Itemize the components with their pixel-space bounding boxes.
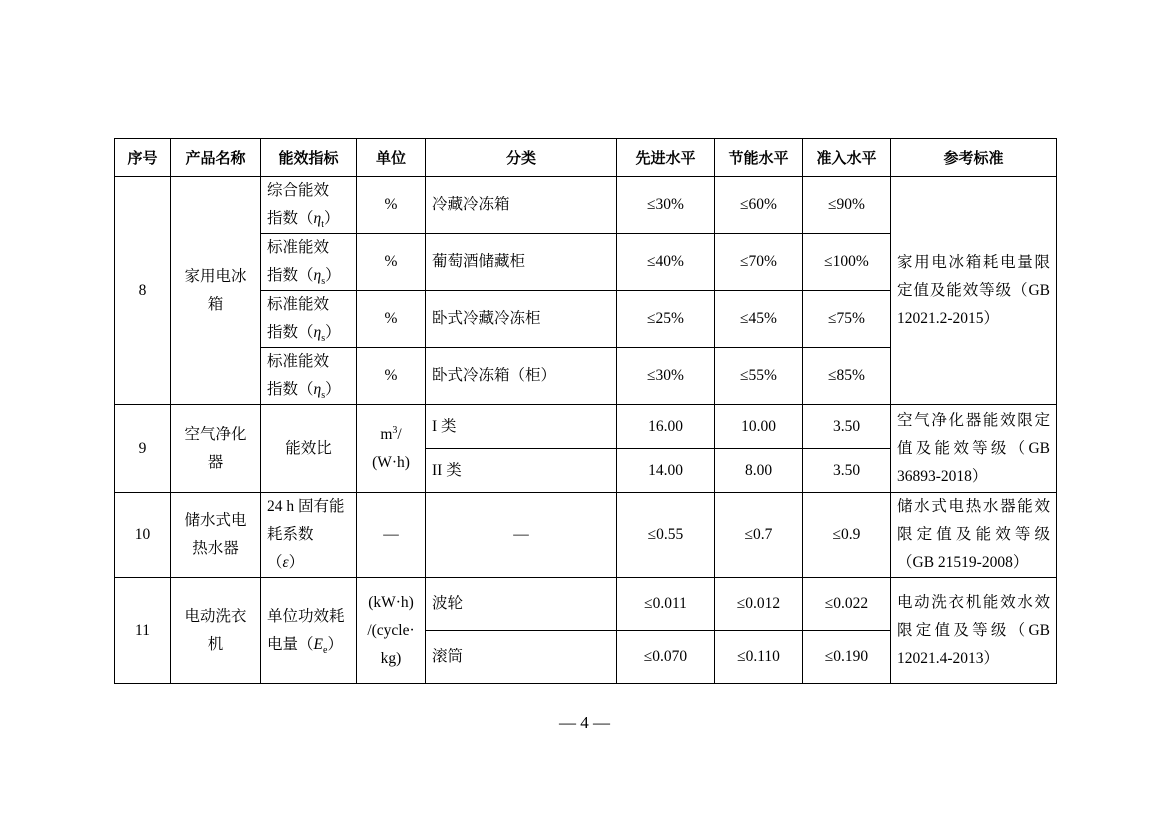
seq-cell: 8 — [115, 177, 171, 405]
header-category: 分类 — [426, 139, 617, 177]
unit-cell — [357, 578, 426, 684]
unit-cell: % — [357, 177, 426, 234]
product-cell — [171, 493, 261, 578]
header-entry: 准入水平 — [803, 139, 891, 177]
category-cell: 卧式冷藏冷冻柜 — [426, 291, 617, 348]
reference-cell: 电动洗衣机能效水效限定值及等级（GB 12021.4-2013） — [891, 578, 1057, 684]
entry-cell: ≤0.190 — [803, 631, 891, 684]
energy-saving-cell: 10.00 — [715, 405, 803, 449]
reference-cell: 储水式电热水器能效限定值及能效等级（GB 21519-2008） — [891, 493, 1057, 578]
energy-saving-cell: ≤60% — [715, 177, 803, 234]
indicator-subscript: t — [321, 219, 324, 231]
indicator-line1: 标准能效 — [267, 239, 330, 256]
header-unit: 单位 — [357, 139, 426, 177]
indicator-line2: 指数（ — [267, 267, 314, 284]
energy-efficiency-table — [114, 138, 1057, 684]
header-seq: 序号 — [115, 139, 171, 177]
advanced-cell: ≤0.55 — [617, 493, 715, 578]
indicator-symbol: E — [313, 635, 323, 653]
indicator-cell — [261, 348, 357, 405]
advanced-cell: ≤30% — [617, 348, 715, 405]
advanced-cell: ≤0.070 — [617, 631, 715, 684]
header-reference: 参考标准 — [891, 139, 1057, 177]
unit-cell: % — [357, 234, 426, 291]
seq-cell: 9 — [115, 405, 171, 493]
unit-slash: / — [397, 425, 402, 443]
unit-line3: kg) — [380, 649, 402, 667]
indicator-close: ） — [327, 635, 343, 653]
indicator-symbol: ε — [282, 554, 289, 571]
entry-cell: ≤85% — [803, 348, 891, 405]
indicator-subscript: s — [321, 276, 326, 288]
entry-cell: ≤0.9 — [803, 493, 891, 578]
indicator-line1: 标准能效 — [267, 353, 330, 370]
advanced-cell: ≤25% — [617, 291, 715, 348]
indicator-symbol: η — [313, 381, 322, 398]
seq-cell: 11 — [115, 578, 171, 684]
advanced-cell: ≤40% — [617, 234, 715, 291]
advanced-cell: 14.00 — [617, 449, 715, 493]
energy-saving-cell: ≤0.110 — [715, 631, 803, 684]
reference-cell: 家用电冰箱耗电量限定值及能效等级（GB 12021.2-2015） — [891, 177, 1057, 405]
category-cell: — — [426, 493, 617, 578]
unit-line2: (W·h) — [372, 453, 410, 471]
product-line1: 储水式电 — [184, 512, 247, 529]
category-cell: II 类 — [426, 449, 617, 493]
header-energy-saving: 节能水平 — [715, 139, 803, 177]
indicator-cell — [261, 234, 357, 291]
indicator-cell — [261, 291, 357, 348]
entry-cell: ≤90% — [803, 177, 891, 234]
product-cell: 电动洗衣机 — [171, 578, 261, 684]
indicator-line2: 指数（ — [267, 324, 314, 341]
unit-cell: — — [357, 493, 426, 578]
product-cell: 家用电冰箱 — [171, 177, 261, 405]
entry-cell: ≤75% — [803, 291, 891, 348]
indicator-subscript: s — [321, 390, 326, 402]
category-cell: I 类 — [426, 405, 617, 449]
energy-saving-cell: ≤70% — [715, 234, 803, 291]
indicator-cell: 能效比 — [261, 405, 357, 493]
indicator-line1: 单位功效耗 — [267, 607, 345, 625]
unit-cell — [357, 405, 426, 493]
unit-superscript: 3 — [392, 424, 398, 436]
indicator-close: ） — [324, 210, 340, 227]
indicator-line1: 24 h 固有能 — [267, 498, 345, 515]
advanced-cell: ≤30% — [617, 177, 715, 234]
header-product: 产品名称 — [171, 139, 261, 177]
entry-cell: ≤0.022 — [803, 578, 891, 631]
indicator-line2: 指数（ — [267, 381, 314, 398]
indicator-cell — [261, 578, 357, 684]
indicator-symbol: η — [313, 324, 322, 341]
entry-cell: ≤100% — [803, 234, 891, 291]
header-advanced: 先进水平 — [617, 139, 715, 177]
indicator-close: ） — [325, 381, 341, 398]
category-cell: 卧式冷冻箱（柜） — [426, 348, 617, 405]
unit-line1: (kW·h) — [368, 593, 414, 611]
entry-cell: 3.50 — [803, 449, 891, 493]
energy-saving-cell: ≤0.7 — [715, 493, 803, 578]
indicator-subscript: s — [321, 333, 326, 345]
category-cell: 葡萄酒储藏柜 — [426, 234, 617, 291]
energy-saving-cell: ≤0.012 — [715, 578, 803, 631]
table-row — [115, 177, 1057, 234]
indicator-line2: 电量（ — [267, 635, 314, 653]
category-cell: 波轮 — [426, 578, 617, 631]
unit-cell: % — [357, 348, 426, 405]
entry-cell: 3.50 — [803, 405, 891, 449]
product-cell: 空气净化器 — [171, 405, 261, 493]
table-row — [115, 578, 1057, 631]
indicator-line1: 综合能效 — [267, 182, 330, 199]
indicator-line2: 指数（ — [267, 210, 314, 227]
energy-saving-cell: ≤45% — [715, 291, 803, 348]
unit-line2: /(cycle· — [367, 621, 415, 639]
indicator-subscript: e — [322, 644, 328, 656]
energy-saving-cell: ≤55% — [715, 348, 803, 405]
table-row — [115, 405, 1057, 449]
seq-cell: 10 — [115, 493, 171, 578]
indicator-cell — [261, 493, 357, 578]
indicator-line1: 标准能效 — [267, 296, 330, 313]
indicator-close: ） — [288, 554, 305, 571]
unit-cell: % — [357, 291, 426, 348]
advanced-cell: 16.00 — [617, 405, 715, 449]
table-header-row — [115, 139, 1057, 177]
reference-cell: 空气净化器能效限定值及能效等级（GB 36893-2018） — [891, 405, 1057, 493]
energy-saving-cell: 8.00 — [715, 449, 803, 493]
indicator-close: ） — [325, 267, 341, 284]
header-indicator: 能效指标 — [261, 139, 357, 177]
indicator-close: ） — [325, 324, 341, 341]
unit-main: m — [380, 425, 393, 443]
indicator-symbol: η — [313, 267, 322, 284]
advanced-cell: ≤0.011 — [617, 578, 715, 631]
page-number: — 4 — — [559, 713, 610, 732]
category-cell: 滚筒 — [426, 631, 617, 684]
indicator-symbol: η — [313, 210, 322, 227]
product-line2: 热水器 — [192, 540, 239, 557]
indicator-cell — [261, 177, 357, 234]
category-cell: 冷藏冷冻箱 — [426, 177, 617, 234]
indicator-line2: 耗系数（ — [267, 526, 314, 571]
table-row — [115, 493, 1057, 578]
